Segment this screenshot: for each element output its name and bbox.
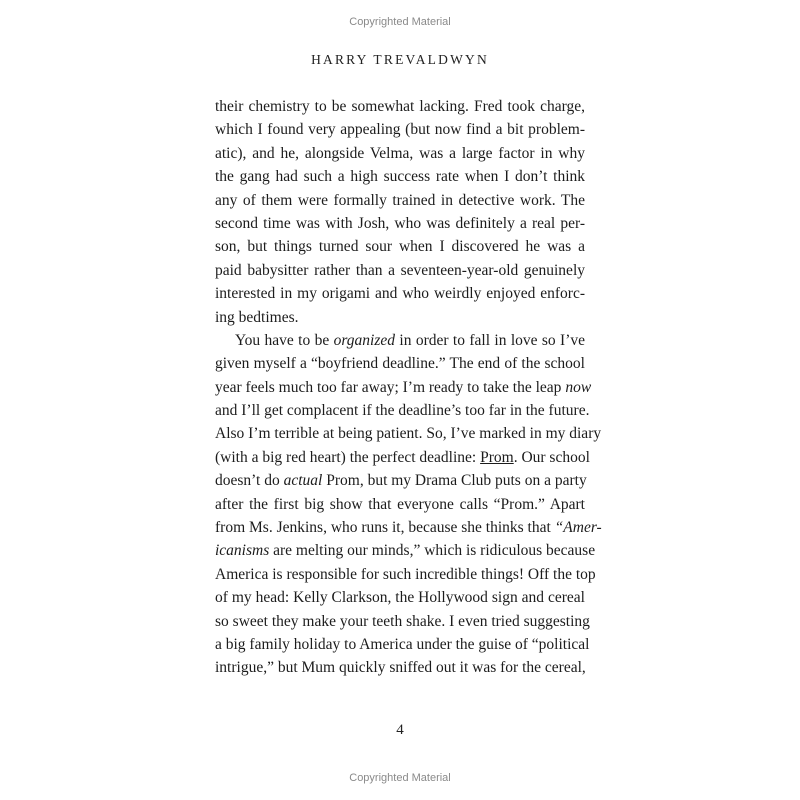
text-line: the gang had such a high success rate when I don’t think (215, 168, 585, 186)
text-line: (with a big red heart) the perfect deadline: Prom. Our school (215, 448, 590, 466)
text-line: son, but things turned sour when I discovered he was a (215, 238, 585, 256)
copyright-watermark-top: Copyrighted Material (349, 16, 451, 28)
text-line: Also I’m terrible at being patient. So, I’ve marked in my diary (215, 425, 602, 443)
text-line: paid babysitter rather than a seventeen-year-old genuinely (215, 261, 585, 279)
text-line: their chemistry to be somewhat lacking. Fred took charge, (215, 98, 585, 115)
text-line: icanisms are melting our minds,” which is ridiculous because (215, 542, 596, 560)
body-text (215, 95, 602, 680)
text-line: of my head: Kelly Clarkson, the Hollywood sign and cereal (215, 589, 585, 607)
text-line: America is responsible for such incredible things! Off the top (215, 565, 596, 583)
text-line: given myself a “boyfriend deadline.” The end of the school (215, 355, 585, 373)
text-line: which I found very appealing (but now find a bit problem- (215, 121, 585, 139)
copyright-watermark-bottom: Copyrighted Material (349, 772, 451, 784)
text-line: second time was with Josh, who was definitely a real per- (215, 214, 585, 232)
text-line: after the first big show that everyone calls “Prom.” Apart (215, 495, 585, 513)
paragraph-1 (215, 95, 585, 329)
text-line: from Ms. Jenkins, who runs it, because she thinks that “Amer- (215, 519, 602, 537)
text-line: year feels much too far away; I’m ready to take the leap now (215, 378, 592, 396)
text-line: atic), and he, alongside Velma, was a large factor in why (215, 144, 585, 162)
paragraph-2 (215, 329, 602, 680)
text-line: intrigue,” but Mum quickly sniffed out it was for the cereal, (215, 659, 586, 677)
text-line: You have to be organized in order to fall in love so I’ve (235, 331, 585, 349)
text-line: any of them were formally trained in detective work. The (215, 191, 585, 209)
page-number: 4 (396, 722, 404, 738)
text-line: so sweet they make your teeth shake. I even tried suggesting (215, 612, 590, 630)
running-head: HARRY TREVALDWYN (311, 52, 489, 67)
text-line: and I’ll get complacent if the deadline’s too far in the future. (215, 402, 590, 420)
text-line: a big family holiday to America under the guise of “political (215, 635, 590, 653)
text-line: interested in my origami and who weirdly enjoyed enforc- (215, 285, 585, 303)
text-line: ing bedtimes. (215, 308, 299, 326)
text-line: doesn’t do actual Prom, but my Drama Club puts on a party (215, 472, 587, 490)
